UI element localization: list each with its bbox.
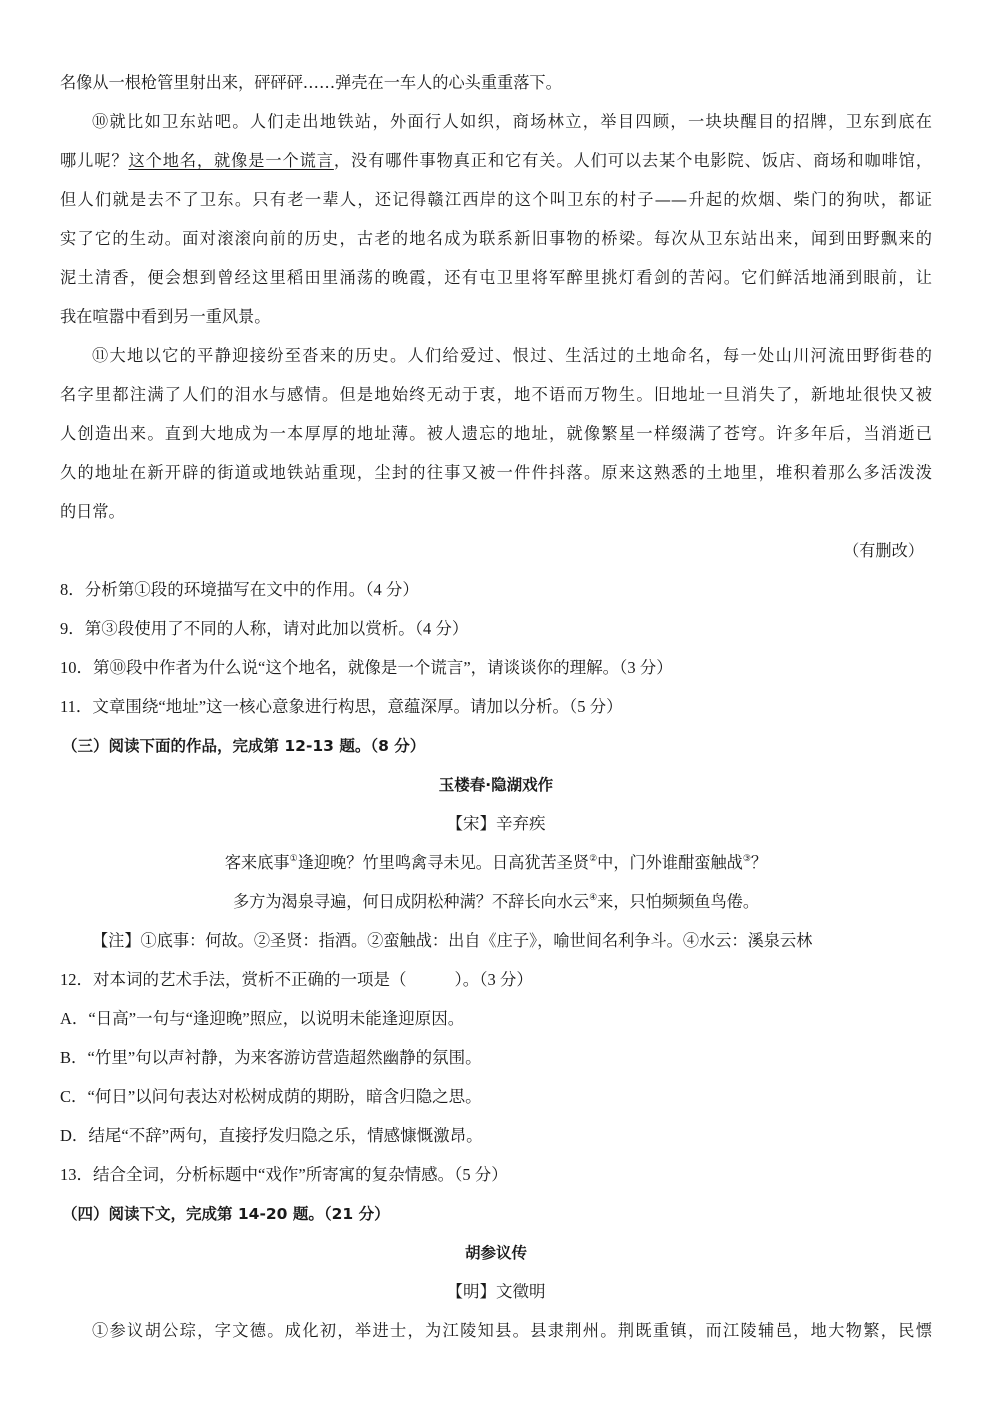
question-text: ）。（3 分）: [454, 970, 533, 989]
article-paragraph-1: ①参议胡公琮，字文德。成化初，举进士，为江陵知县。县隶荆州。荆既重镇，而江陵辅邑，地大物繁，民慓: [92, 1321, 932, 1340]
option-d: D．结尾“不辞”两句，直接抒发归隐之乐，情感慷慨激昂。: [60, 1126, 483, 1145]
question-11: 11．文章围绕“地址”这一核心意象进行构思，意蕴深厚。请加以分析。（5 分）: [60, 697, 623, 716]
text-span: ，没有哪件事物真正和它有关。人们可以去某个电影院、饭店、商场和咖啡馆，: [333, 151, 932, 170]
option-b: B．“竹里”句以声衬静，为来客游访营造超然幽静的氛围。: [60, 1048, 482, 1067]
underlined-phrase: 这个地名，就像是一个谎言: [128, 151, 334, 170]
poem-author: 【宋】辛弃疾: [446, 814, 546, 833]
section-4-heading: （四）阅读下文，完成第 14-20 题。（21 分）: [62, 1205, 390, 1223]
footnote-marker: ②: [589, 854, 598, 864]
text-line: [60, 150, 932, 172]
paragraph-10-start: ⑩就比如卫东站吧。人们走出地铁站，外面行人如织，商场林立，举目四顾，一块块醒目的招牌，卫东到底在: [92, 112, 932, 131]
text-line: 久的地址在新开辟的街道或地铁站重现，尘封的往事又被一件件抖落。原来这熟悉的土地里，堆积着那么多活泼泼: [60, 463, 932, 482]
text-line: 我在喧嚣中看到另一重风景。: [60, 307, 271, 326]
poem-text: 中，门外谁酣蛮触战: [597, 853, 743, 872]
text-line: 人创造出来。直到大地成为一本厚厚的地址薄。被人遗忘的地址，就像繁星一样缀满了苍穹。许多年后，当消逝已: [60, 424, 932, 443]
question-9: 9．第③段使用了不同的人称，请对此加以赏析。（4 分）: [60, 619, 469, 638]
text-span: 哪儿呢？: [60, 151, 129, 170]
section-3-heading: （三）阅读下面的作品，完成第 12-13 题。（8 分）: [62, 737, 426, 755]
question-10: 10．第⑩段中作者为什么说“这个地名，就像是一个谎言”，请谈谈你的理解。（3 分）: [60, 658, 673, 677]
text-line: 名字里都注满了人们的泪水与感情。但是地始终无动于衷，地不语而万物生。旧地址一旦消失了，新地址很快又被: [60, 385, 932, 404]
footnote-marker: ④: [589, 893, 598, 903]
question-12: [60, 969, 932, 991]
text-line: 实了它的生动。面对滚滚向前的历史，古老的地名成为联系新旧事物的桥梁。每次从卫东站出来，闻到田野飘来的: [60, 229, 932, 248]
article-author: 【明】文徵明: [446, 1282, 546, 1301]
footnote-marker: ①: [289, 854, 298, 864]
paragraph-11-start: ⑪大地以它的平静迎接纷至沓来的历史。人们给爱过、恨过、生活过的土地命名，每一处山川河流田野街巷的: [92, 346, 932, 365]
source-note: （有删改）: [843, 541, 924, 560]
footnote-marker: ③: [742, 854, 751, 864]
option-c: C．“何日”以问句表达对松树成荫的期盼，暗含归隐之思。: [60, 1087, 482, 1106]
question-text: 12．对本词的艺术手法，赏析不正确的一项是（: [60, 970, 407, 989]
poem-line-2: [0, 891, 992, 913]
text-line: 泥土清香，便会想到曾经这里稻田里涌荡的晚霞，还有屯卫里将军醉里挑灯看剑的苦闷。它们鲜活地涌到眼前，让: [60, 268, 932, 287]
poem-line-1: [0, 852, 992, 874]
text-line: 的日常。: [60, 502, 125, 521]
question-8: 8．分析第①段的环境描写在文中的作用。（4 分）: [60, 580, 419, 599]
article-title: 胡参议传: [464, 1244, 527, 1262]
poem-title: 玉楼春·隐湖戏作: [438, 776, 554, 794]
poem-text: ？: [750, 853, 768, 872]
poem-text: 逢迎晚？竹里鸣禽寻未见。日高犹苦圣贤: [297, 853, 590, 872]
text-line: 名像从一根枪管里射出来，砰砰砰……弹壳在一车人的心头重重落下。: [60, 73, 562, 92]
text-line: 但人们就是去不了卫东。只有老一辈人，还记得赣江西岸的这个叫卫东的村子——升起的炊烟、柴门的狗吠，都证: [60, 190, 932, 209]
poem-notes: 【注】①底事：何故。②圣贤：指酒。②蛮触战：出自《庄子》，喻世间名利争斗。④水云：溪泉云林: [92, 931, 813, 950]
question-13: 13．结合全词，分析标题中“戏作”所寄寓的复杂情感。（5 分）: [60, 1165, 508, 1184]
poem-text: 客来底事: [224, 853, 290, 872]
poem-text: 来，只怕频频鱼鸟倦。: [597, 892, 760, 911]
option-a: A．“日高”一句与“逢迎晚”照应，以说明未能逢迎原因。: [60, 1009, 465, 1028]
poem-text: 多方为渴泉寻遍，何日成阴松种满？不辞长向水云: [232, 892, 590, 911]
